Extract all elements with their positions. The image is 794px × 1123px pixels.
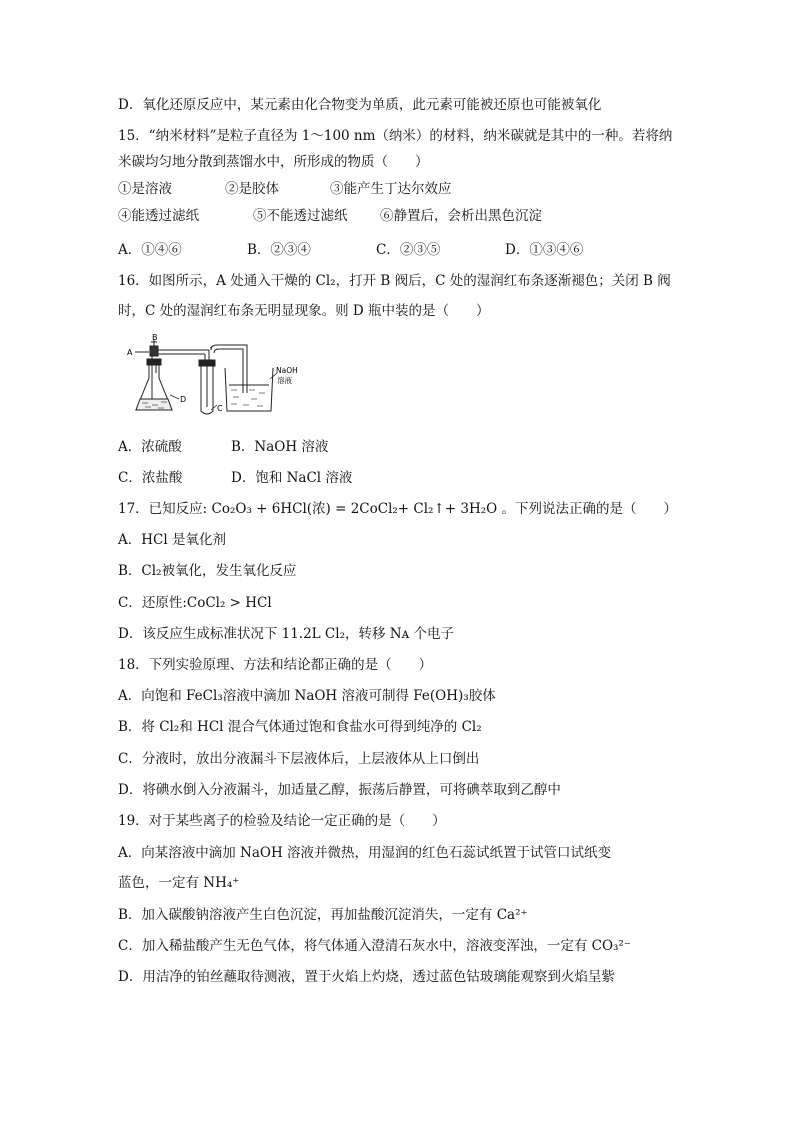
q19-option-a-line2: 蓝色，一定有 NH₄⁺ (118, 875, 240, 891)
q17-stem: 17．已知反应: Co₂O₃ + 6HCl(浓) = 2CoCl₂+ Cl₂↑+ 3H₂O 。下列说法正确的是（ ） (118, 501, 678, 517)
q19-option-b: B．加入碳酸钠溶液产生白色沉淀，再加盐酸沉淀消失，一定有 Ca²⁺ (118, 907, 528, 923)
q15-item-4: ④能透过滤纸 (118, 208, 199, 224)
q17-option-d: D．该反应生成标准状况下 11.2L Cl₂，转移 Nᴀ 个电子 (118, 626, 455, 642)
label-a: A (127, 348, 133, 357)
q16-stem-line2: 时，C 处的湿润红布条无明显现象。则 D 瓶中装的是（ ） (118, 303, 490, 319)
q15-stem-line1: 15．“纳米材料”是粒子直径为 1～100 nm（纳米）的材料，纳米碳就是其中的一种。若将纳 (118, 128, 673, 144)
q16-option-d: D．饱和 NaCl 溶液 (231, 470, 353, 486)
q16-stem-line1: 16．如图所示，A 处通入干燥的 Cl₂，打开 B 阀后，C 处的湿润红布条逐渐褪色；关闭 B 阀 (118, 273, 671, 289)
label-b: B (152, 333, 158, 342)
q17-option-b: B．Cl₂被氧化，发生氧化反应 (118, 563, 297, 579)
q14-option-d: D．氧化还原反应中，某元素由化合物变为单质，此元素可能被还原也可能被氧化 (118, 97, 602, 113)
q15-item-5: ⑤不能透过滤纸 (253, 208, 348, 224)
q15-item-2: ②是胶体 (225, 181, 279, 197)
q15-option-d: D．①③④⑥ (505, 242, 584, 258)
q17-option-c: C．还原性:CoCl₂ > HCl (118, 595, 272, 611)
q15-option-a: A．①④⑥ (118, 242, 182, 258)
q15-item-1: ①是溶液 (118, 181, 172, 197)
q16-option-a: A．浓硫酸 (118, 439, 182, 455)
q19-stem: 19．对于某些离子的检验及结论一定正确的是（ ） (118, 813, 446, 829)
q18-option-d: D．将碘水倒入分液漏斗，加适量乙醇，振荡后静置，可将碘萃取到乙醇中 (118, 782, 561, 798)
label-solution: 溶液 (277, 376, 292, 385)
apparatus-diagram (125, 333, 315, 421)
q18-option-b: B．将 Cl₂和 HCl 混合气体通过饱和食盐水可得到纯净的 Cl₂ (118, 719, 482, 735)
label-naoh: NaOH (276, 366, 298, 375)
beaker (225, 368, 273, 411)
q19-option-a-line1: A．向某溶液中滴加 NaOH 溶液并微热，用湿润的红色石蕊试纸置于试管口试纸变 (118, 845, 612, 861)
q15-option-b: B．②③④ (247, 242, 311, 258)
valve-b (150, 346, 158, 356)
q16-option-c: C．浓盐酸 (118, 470, 183, 486)
q15-item-3: ③能产生丁达尔效应 (330, 181, 452, 197)
q19-option-d: D．用洁净的铂丝蘸取待测液，置于火焰上灼烧，透过蓝色钴玻璃能观察到火焰呈紫 (118, 969, 615, 985)
q15-stem-line2: 米碳均匀地分散到蒸馏水中，所形成的物质（ ） (118, 154, 429, 170)
q15-item-6: ⑥静置后，会析出黑色沉淀 (380, 208, 542, 224)
label-d: D (180, 395, 187, 404)
q18-stem: 18．下列实验原理、方法和结论都正确的是（ ） (118, 657, 433, 673)
q18-option-c: C．分液时，放出分液漏斗下层液体后，上层液体从上口倒出 (118, 751, 480, 767)
q15-option-c: C．②③⑤ (376, 242, 441, 258)
q18-option-a: A．向饱和 FeCl₃溶液中滴加 NaOH 溶液可制得 Fe(OH)₃胶体 (118, 688, 496, 704)
q19-option-c: C．加入稀盐酸产生无色气体，将气体通入澄清石灰水中，溶液变浑浊，一定有 CO₃²⁻ (118, 938, 631, 954)
q16-option-b: B．NaOH 溶液 (231, 439, 329, 455)
q17-option-a: A．HCl 是氧化剂 (118, 532, 226, 548)
label-c: C (217, 404, 223, 413)
